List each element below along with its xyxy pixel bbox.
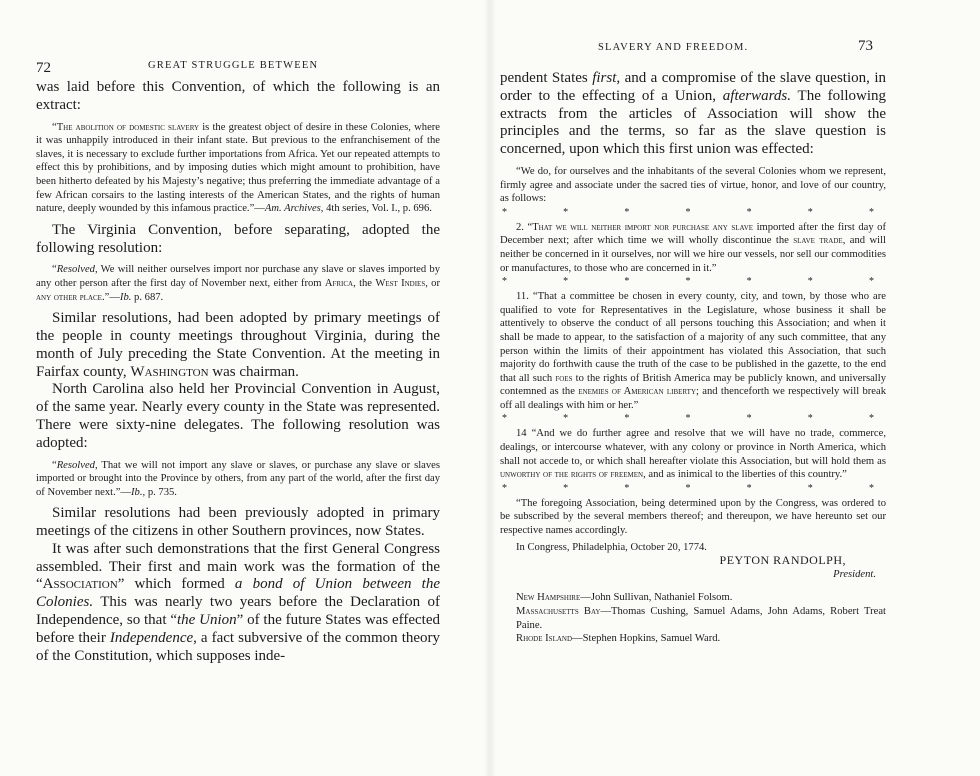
star: * [502, 206, 507, 218]
star: * [624, 206, 630, 218]
quote-text: .”— [101, 291, 120, 303]
star: * [502, 276, 507, 288]
paragraph-text: ” which formed [117, 576, 235, 593]
signer-name: PEYTON RANDOLPH, [719, 553, 846, 568]
star: * [746, 206, 752, 218]
star: * [685, 206, 691, 218]
citation: Ib. [131, 486, 143, 498]
place-name: any other place [36, 291, 102, 303]
star: * [868, 206, 874, 218]
ellipsis-stars [500, 207, 886, 219]
star: * [624, 276, 630, 288]
citation-tail: , p. 735. [142, 486, 177, 498]
resolved-word: Resolved [56, 459, 95, 471]
star: * [868, 413, 874, 425]
ellipsis-stars [500, 483, 886, 495]
paragraph: North Carolina also held her Provincial Convention in August, of the same year. Nearly every county in the State was represented. There were sixty-nine delegates. The following resolution was adopted: [36, 381, 440, 451]
delegate-names: —Stephen Hopkins, Samuel Ward. [572, 633, 721, 645]
running-head-left: GREAT STRUGGLE BETWEEN [148, 60, 319, 71]
ellipsis-stars [500, 276, 886, 288]
emphasis: the Union [176, 612, 237, 629]
quote-mark: “ [52, 459, 57, 471]
star: * [563, 276, 569, 288]
quote-block [36, 459, 440, 500]
quote-text: is the greatest object of desire in these Colonies, where it was unhappily introduced in their infant state. But previous to the enfranchisement of the slaves, it is necessary to exclude further importations from Africa. Yet our repeated attempts to effect this by prohibitions, and by imposing duties which might amount to prohibition, have been hitherto defeated by his Majesty’s negative; thus preferring the immediate advantage of a few African corsairs to the lasting interests of the American States, and the rights of human nature, deeply wounded by this infamous practice.”— [36, 121, 440, 215]
signatory-line [500, 632, 886, 646]
place-name: Africa [324, 277, 354, 289]
person-name: Washington [130, 363, 209, 380]
emphasis: afterwards. [722, 87, 791, 104]
paragraph-text: The following extracts from the articles of Association will show the principles and the terms, so far as the slave question is concerned, upon which this first union was effected: [500, 87, 886, 158]
place-name: West Indies [375, 277, 426, 289]
article-text: imported after the first day of December next; after which time we will wholly discontinue the [500, 221, 886, 247]
star: * [624, 482, 630, 494]
ellipsis-stars [500, 413, 886, 425]
star: * [685, 276, 691, 288]
citation-tail: , 4th series, Vol. I., p. 696. [320, 203, 432, 215]
star: * [685, 482, 691, 494]
association-term: Association [42, 576, 118, 593]
left-page-body [36, 79, 440, 665]
star: * [563, 482, 569, 494]
quote-block [36, 121, 440, 216]
article-text: 14 “And we do further agree and resolve that we will have no trade, commerce, dealings, or intercourse whatever, with any colony or province in North America, which shall not accede to, or which shall hereafter violate this Association, but will hold them as [500, 428, 886, 467]
delegate-names: —Thomas Cushing, Samuel Adams, John Adams, Robert Treat Paine. [516, 606, 886, 631]
quote-block [36, 263, 440, 304]
star: * [807, 206, 813, 218]
star: * [685, 413, 691, 425]
paragraph-text: pendent States [500, 70, 593, 86]
star: * [502, 482, 507, 494]
citation: Am. Archives [264, 203, 321, 215]
article-caps: That we will neither import nor purchase any slave [532, 221, 754, 233]
page-number-left: 72 [36, 60, 51, 76]
citation: Ib. [119, 291, 132, 303]
paragraph-text: It was after such demonstrations that the first General Congress assembled. Their first and main work was the formation of the “ [36, 540, 440, 593]
colony-name: Massachusetts Bay [516, 606, 601, 618]
emphasis: a bond of Union between the Colonies. [36, 576, 441, 611]
star: * [746, 413, 752, 425]
article-text: , and as inimical to the liberties of this country.” [643, 469, 847, 481]
quote-text: , or [425, 277, 440, 289]
running-head-right: SLAVERY AND FREEDOM. [598, 42, 749, 53]
citation-tail: p. 687. [131, 291, 164, 303]
paragraph-text: This was nearly two years before the Declaration of Independence, so that “ [36, 594, 440, 629]
star: * [807, 482, 813, 494]
delegate-names: —John Sullivan, Nathaniel Folsom. [580, 592, 733, 604]
article-number: 2. “ [516, 221, 533, 233]
paragraph-text: Similar resolutions, had been adopted by primary meetings of the people in county meetings throughout Virginia, during the month of July preceding the State Convention. At the meeting in Fairfax county, [36, 310, 440, 380]
article-text: to the rights of British America may be publicly known, and universally contemned as the [500, 372, 886, 398]
star: * [746, 482, 752, 494]
signatories [500, 591, 886, 645]
dateline: In Congress, Philadelphia, October 20, 1774. [516, 541, 707, 553]
paragraph-text: ” of the future States was effected before their [36, 612, 441, 646]
star: * [807, 276, 813, 288]
paragraph: The Virginia Convention, before separating, adopted the following resolution: [36, 221, 440, 256]
star: * [624, 413, 630, 425]
quote-text: , That we will not import any slave or slaves, or purchase any slave or slaves imported or brought into the Province by others, from any part of the world, after the first day of November next.”— [36, 459, 440, 498]
signer-title-text: President. [833, 568, 876, 580]
colony-name: Rhode Island [516, 633, 573, 645]
quote-text: , We will neither ourselves import nor purchase any slave or slaves imported by any other person after the first day of November next, either from [36, 264, 440, 289]
paragraph: was laid before this Convention, of which the following is an extract: [36, 79, 440, 113]
emphasis: first, [592, 70, 621, 86]
paragraph-text: , a fact subversive of the common theory of the Constitution, which supposes inde- [36, 629, 441, 664]
paragraph [36, 541, 440, 666]
article-block: “The foregoing Association, being determined upon by the Congress, was ordered to be subscribed by the several members thereof; and thereupon, we have hereunto set our respective names accordingly. [500, 497, 886, 537]
quote-mark: “ [52, 264, 57, 276]
emphasis: Independence [109, 629, 194, 646]
article-caps: unworthy of the rights of freemen [500, 469, 644, 481]
star: * [746, 276, 752, 288]
star: * [807, 413, 813, 425]
quote-lead: “The abolition of domestic slavery [52, 121, 200, 133]
article-text: 11. “That a committee be chosen in every county, city, and town, by those who are qualified to vote for Representatives in the Legislature, whose business it shall be attentively to observe the conduct of all persons touching this Association; and when it shall be made to appear, to the satisfaction of a majority of any such committee, that any person within the limits of their appointment has violated this Association, that such majority do forthwith cause the truth of the case to be published in the gazette, to the end that all such [500, 291, 886, 384]
paragraph [500, 70, 886, 159]
article-block: “We do, for ourselves and the inhabitants of the several Colonies whom we represent, firmly agree and associate under the sacred ties of virtue, honor, and love of our country, as follows: [500, 165, 886, 205]
right-page [490, 0, 980, 776]
colony-name: New Hampshire [516, 592, 581, 604]
paragraph-text: was chairman. [208, 363, 299, 380]
article-text: ; and thenceforth we respectively will break off all dealings with him or her.” [500, 386, 886, 411]
signatory-line [500, 605, 886, 632]
article-block [500, 427, 886, 481]
article-caps: foes [555, 372, 573, 384]
article-block [500, 221, 886, 275]
right-page-body [500, 70, 886, 646]
signatory-line [500, 591, 886, 605]
article-block [500, 290, 886, 412]
page-number-right: 73 [858, 38, 873, 54]
star: * [868, 276, 874, 288]
paragraph: Similar resolutions had been previously adopted in primary meetings of the citizens in other Southern provinces, now States. [36, 505, 440, 540]
resolved-word: Resolved [56, 264, 95, 276]
article-text: , and will neither be concerned in it ourselves, nor will we hire our vessels, nor sell our commodities or manufactures, to those who are concerned in it.” [500, 235, 887, 274]
signer-title [500, 568, 886, 582]
paragraph-text: and a compromise of the slave question, in order to the effecting of a Union, [500, 70, 886, 104]
article-caps: slave trade [793, 235, 843, 247]
article-caps: enemies of American liberty [578, 386, 696, 398]
star: * [563, 206, 569, 218]
star: * [502, 413, 507, 425]
quote-text: , the [353, 277, 376, 289]
star: * [868, 482, 874, 494]
star: * [563, 413, 569, 425]
paragraph [36, 310, 440, 381]
